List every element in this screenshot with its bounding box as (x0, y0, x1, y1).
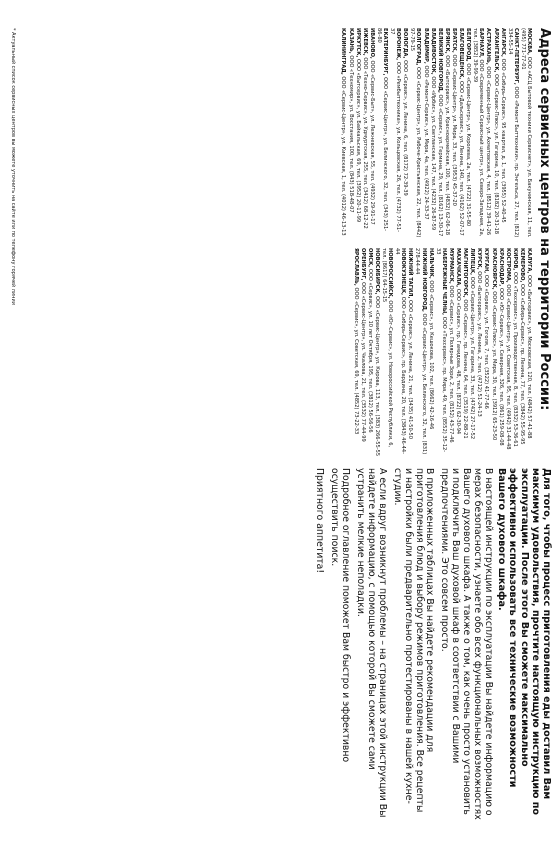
service-center-details: ООО «Бытсервис», ул. Красноармейская, 100, тел. (4832) 62-06-18 (443, 55, 450, 236)
service-center-city: ВОЛОГДА, (402, 28, 409, 59)
service-center-entry (407, 248, 413, 458)
service-center-city: АНГАРСК, (499, 28, 506, 57)
service-center-entry (435, 248, 447, 458)
service-center-details: ООО «Сервис-Центр», ул. Кирова, 113, тел. (383) 266-55-55 (373, 296, 380, 457)
service-center-details: ООО «Сервис», пр. Гамидова, 48, тел. (8722) 62-30-94 (455, 288, 462, 435)
service-center-entry (369, 28, 375, 238)
service-center-entry (458, 28, 464, 238)
service-center-details: ООО «Сервис», ул. 10 лет Октября, 195, тел. (3812) 56-56-56 (366, 268, 373, 433)
service-center-details: ООО «Рембыттехника», ул. Кольцовская, 26, тел. (4732) 77-51-37 (389, 28, 402, 232)
service-center-details: ООО «Ремонт Быттехники», пр. Энгельса, 27, тел. (812) 334-55-14 (506, 28, 519, 238)
service-center-city: ИРКУТСК, (354, 28, 361, 58)
service-center-entry (490, 248, 496, 458)
service-centers-section (532, 28, 552, 458)
service-center-entry (355, 28, 361, 238)
service-center-entry (492, 28, 498, 238)
service-center-details: ООО «Сервис», ул. Кешокова, 102, тел. (8662) 42-16-46 (427, 280, 434, 430)
service-center-details: ООО «Техномир», ул. Восстания, 100, тел. (843) 518-48-07 (347, 55, 354, 213)
service-center-details: ООО «Сервис-Центр», ул. Белинского, 32, тел. (831) 278-44-44 (414, 248, 427, 455)
service-center-details: ООО «Техно-Сервис», ул. Удмуртская, 255, тел. (3412) 68-12-22 (361, 57, 368, 229)
service-center-details: ООО «Ремонт-Сервис», ул. Мира, 4а, тел. (4922) 24-33-37 (422, 65, 429, 220)
service-center-details: ООО «Техсервис», пр. Мира, 49, тел. (8552) 35-12-33 (434, 248, 447, 453)
service-center-entry (472, 28, 484, 238)
service-center-details: ООО «Сервис», ул. Ленина, 6, тел. (8172) 72-39-39 (402, 60, 409, 196)
service-center-entry (476, 248, 482, 458)
service-center-entry (500, 28, 506, 238)
service-center-city: ИЖЕВСК, (361, 28, 368, 56)
service-center-entry (498, 248, 504, 458)
service-center-entry (347, 28, 353, 238)
service-center-entry (353, 248, 359, 458)
service-center-city: ЕКАТЕРИНБУРГ, (382, 28, 389, 76)
service-center-city: ВЕЛИКИЙ НОВГОРОД, (436, 28, 443, 93)
service-center-city: ОРЕНБУРГ, (359, 248, 366, 281)
service-center-details: ООО «Сервис-Центр», ул. Белинского, 32, тел. (343) 251-86-80 (375, 28, 389, 232)
service-center-city: БРЯНСК, (443, 28, 450, 54)
service-center-entry (451, 28, 457, 238)
service-center-entry (414, 248, 426, 458)
service-center-city: МОСКВА, (526, 28, 532, 56)
service-center-city: САНКТ-ПЕТЕРБУРГ, (512, 28, 519, 85)
service-center-details: ООО «Сибирь-Сервис», 95 квартал, д. 1, тел. (3955) 52-40-45 (499, 58, 506, 223)
closing-line: Приятного аппетита! (314, 468, 326, 574)
service-center-city: БРАТСК, (450, 28, 457, 53)
service-center-details: ООО «Сервис», ул. Ленина, 21, тел. (3435) 41-50-50 (407, 300, 414, 439)
service-center-entry (437, 28, 443, 238)
service-center-city: МАХАЧКАЛА, (455, 248, 462, 288)
service-center-details: ООО «Сервис», ул. Гоголя, 7, тел. (3522) 41-77-66 (483, 274, 490, 409)
centers-column-right (339, 248, 532, 458)
service-center-details: ООО «Сервис-Центр», ул. Советская, 95, тел. (4942) 31-44-48 (504, 284, 511, 450)
service-center-city: КРАСНОЯРСК, (490, 248, 497, 290)
service-center-entry (455, 248, 461, 458)
service-center-city: МАГНИТОГОРСК, (462, 248, 469, 298)
service-center-entry (519, 248, 525, 458)
service-center-details: ООО «Сервис-Центр», ул. Киевская, 1, тел. (4012) 46-13-13 (340, 76, 347, 236)
body-paragraph-2: В приложенных таблицах Вы найдете рекомендации для приготовления блюд и выбору режимов приготовления. Все рецепты и настройки были предварительно протестированы в нашей кухне-студии. (391, 468, 436, 813)
service-center-city: КАЗАНЬ, (347, 28, 354, 54)
service-center-entry (340, 28, 346, 238)
service-center-entry (394, 248, 406, 458)
service-center-entry (507, 28, 519, 238)
service-center-city: КЕМЕРОВО, (518, 248, 525, 283)
service-center-city: МУРМАНСК, (447, 248, 454, 284)
service-center-city: НОВОСИБИРСК, (373, 248, 380, 295)
service-center-entry (526, 248, 532, 458)
service-center-entry (423, 28, 429, 238)
service-center-city: НАЛЬЧИК, (427, 248, 434, 279)
service-center-city: КАЛИНИНГРАД, (340, 28, 347, 75)
intro-paragraph: Для того, чтобы процесс приготовления еды доставил Вам максимум удовольствия, прочтите настоящую инструкцию по эксплуатации. После этого Вы сможете максимально эффективно использовать все технические возможности Вашего духового шкафа. (496, 468, 552, 815)
service-center-entry (462, 248, 468, 458)
service-center-details: ООО «Бытсервис», ул. Ленина, 2, тел. (4712) 51-24-13 (476, 271, 483, 417)
service-center-entry (362, 28, 368, 238)
service-center-city: КРАСНОДАР, (497, 248, 504, 287)
service-center-details: ООО «Сибирь-Сервис», пр. Бардина, 20, тел. (3843) 46-44-44 (394, 248, 407, 454)
service-center-city: БЛАГОВЕЩЕНСК, (458, 28, 465, 80)
service-center-entry (389, 28, 401, 238)
service-center-details: ООО «Сервис», ул. Полярные Зори, 2, тел. (8152) 43-77-46 (447, 285, 454, 443)
footnote: * Актуальный список сервисных центров вы можете уточнить на сайте или по телефону горячей линии (10, 28, 16, 305)
service-center-entry (469, 248, 475, 458)
service-center-city: КОСТРОМА, (504, 248, 511, 283)
service-center-details: ООО «Дальсервис», ул. Ленина, 140, тел. (4162) 52-07-17 (458, 80, 465, 236)
service-center-entry (483, 248, 489, 458)
service-center-city: АРХАНГЕЛЬСК, (492, 28, 499, 73)
service-center-entry (448, 248, 454, 458)
service-center-entry (367, 248, 373, 458)
service-center-details: ООО «Сервис», ул. Советская, 69, тел. (4852) 73-22-33 (352, 287, 359, 435)
service-center-city: КУРГАН, (483, 248, 490, 274)
service-center-city: НОВОКУЗНЕЦК, (400, 248, 407, 296)
service-center-city: ВОРОНЕЖ, (395, 28, 402, 61)
service-center-entry (428, 248, 434, 458)
service-center-city: ВЛАДИМИР, (422, 28, 429, 64)
page-title: Адреса сервисных центров на территории России: (537, 28, 552, 411)
service-center-city: ЯРОСЛАВЛЬ, (352, 248, 359, 286)
service-center-city: НАБЕРЕЖНЫЕ ЧЕЛНЫ, (440, 248, 447, 316)
service-center-details: ООО «Юг-Сервис», ул. Новороссийской Республики, 6, тел. (8617) 64-15-15 (381, 248, 394, 448)
service-center-city: КАЛУГА, (526, 248, 532, 274)
centers-column-left (339, 28, 532, 238)
service-center-city: КУРСК, (476, 248, 483, 270)
service-center-entry (505, 248, 511, 458)
service-center-details: ООО «Сервис-Быт», ул. Лежневская, 55, тел. (4932) 29-91-17 (368, 60, 375, 225)
service-center-details: ООО «Сервис», ул. Германа, 29, тел. (8162) 13-30-17 (436, 94, 443, 237)
service-center-details: ООО «Техсервис», ул. Производственная, 8, тел. (8332) 53-36-61 (511, 271, 518, 447)
service-center-city: НОВОРОССИЙСК, (387, 248, 394, 299)
service-center-entry (430, 28, 436, 238)
service-center-city: КИРОВ, (511, 248, 518, 271)
service-center-details: ООО «Сервис-Центр», ул. Гагарина, 33, тел. (4742) 27-17-52 (469, 276, 476, 440)
body-paragraph-1: В настоящей инструкции по эксплуатации Вы найдете информацию о мерах безопасности, узнаете обо всех функциональных возможностях Вашего духового шкафа. А также о том, как очень просто установить и подключить Ваш духовой шкаф в соответствии с Вашими предпочтениями. Это совсем просто. (439, 468, 494, 820)
service-center-details: ООО «Сервис-Центр», ул. Королева, 2а, тел. (4722) 31-55-80 (465, 63, 472, 227)
service-center-entry (376, 28, 388, 238)
service-centers-list (339, 28, 532, 458)
service-center-entry (409, 28, 421, 238)
service-center-city: ОМСК, (366, 248, 373, 268)
service-center-details: ООО «Бытсервис», ул. Байкальская, 69, тел. (3952) 20-11-99 (354, 59, 361, 223)
body-paragraph-4: Подробное оглавление поможет Вам быстро и эффективно осуществить поиск. (329, 468, 352, 763)
service-center-city: АСТРАХАНЬ, (485, 28, 492, 65)
service-center-entry (465, 28, 471, 238)
body-paragraph-3: А если вдруг возникнут проблемы – на страницах этой инструкции Вы найдете информацию, с помощью которой Вы сможете сами устранить мелкие неполадки. (355, 468, 388, 818)
service-center-details: ООО «Сибирь-Сервис», пр. Ленина, 77, тел. (3842) 55-95-95 (518, 284, 525, 445)
service-center-details: ООО «Современный Сервисный центр», ул. Северо-Западная, 2а, тел. (3852) 39-99-39 (472, 28, 485, 237)
service-center-city: БЕЛГОРОД, (465, 28, 472, 62)
service-center-entry (374, 248, 380, 458)
service-center-details: ООО «АСЦ Бытовой техники Сервиснет», ул. Бакунинская, 11, тел. (495) 771-77-01 (519, 28, 532, 238)
service-center-entry (485, 28, 491, 238)
service-center-details: ООО «Ирбис», ул. Светланская, 147, тел. (4232) 26-87-59 (429, 76, 436, 231)
service-center-entry (520, 28, 532, 238)
intro-section (309, 468, 552, 820)
service-center-details: ООО «Сервис», пр. Ленина, 64, тел. (3519) 22-88-21 (462, 299, 469, 439)
service-center-entry (360, 248, 366, 458)
service-center-details: ООО «Сервис-Центр», ул. Мира, 33, тел. (3953) 45-37-20 (450, 54, 457, 206)
service-center-city: ИВАНОВО, (368, 28, 375, 59)
service-center-entry (444, 28, 450, 238)
service-center-city: ЛИПЕЦК, (469, 248, 476, 276)
service-center-details: ООО «Сервис-Плюс», ул. Мира, 30, тел. (3912) 65-23-50 (490, 291, 497, 441)
service-center-entry (512, 248, 518, 458)
service-center-city: БАРНАУЛ, (478, 28, 485, 58)
service-center-city: ВОЛГОГРАД, (415, 28, 422, 66)
service-center-entry (402, 28, 408, 238)
service-center-city: НИЖНИЙ НОВГОРОД, (420, 248, 427, 312)
service-center-details: ООО «Сервис-Центр», ул. Рабоче-Крестьянская, 22, тел. (8442) 97-79-15 (409, 28, 422, 238)
service-center-details: ООО «Сервис-Плюс», ул. Гагарина, 10, тел. (8182) 20-31-18 (492, 74, 499, 235)
service-center-details: ООО «Сервис-Центр», ул. Ахматовская, 4, тел. (8512) 39-41-26 (485, 66, 492, 236)
service-center-entry (381, 248, 393, 458)
service-center-city: НИЖНИЙ ТАГИЛ, (407, 248, 414, 299)
service-center-city: ВЛАДИВОСТОК, (429, 28, 436, 75)
service-center-details: ООО «Юг-Сервис», ул. Северная, 326, тел. (861) 259-08-08 (497, 287, 504, 446)
service-center-details: ООО «Бытсервис», ул. Московская, 120, тел. (4842) 57-41-88 (526, 275, 532, 439)
service-center-details: ООО «Сервис-Центр», ул. Чкалова, 21, тел. (3532) 77-44-99 (359, 282, 366, 442)
